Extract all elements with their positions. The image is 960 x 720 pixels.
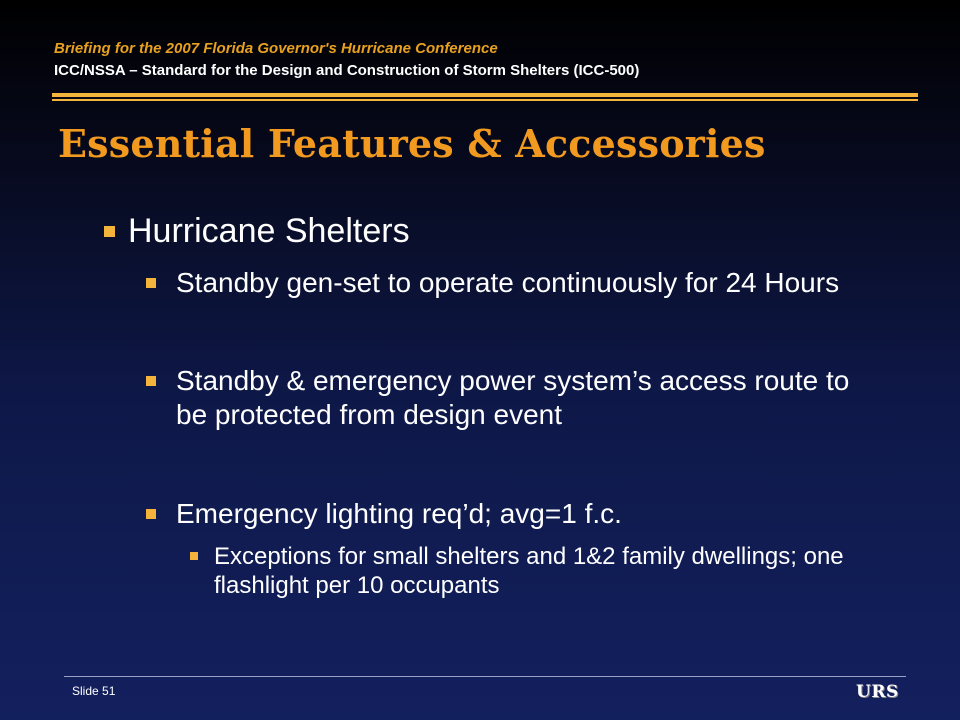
urs-logo: URS — [856, 682, 899, 702]
bullet-text: Emergency lighting req’d; avg=1 f.c. — [176, 498, 622, 529]
standard-subtitle: ICC/NSSA – Standard for the Design and Construction of Storm Shelters (ICC-500) — [54, 62, 640, 79]
bullet-emergency-lighting — [176, 497, 876, 531]
bullet-text: Standby & emergency power system’s access route to be protected from design event — [176, 365, 850, 430]
slide-title: Essential Features & Accessories — [58, 121, 766, 166]
square-bullet-icon — [146, 278, 156, 288]
briefing-subtitle: Briefing for the 2007 Florida Governor's Hurricane Conference — [54, 40, 498, 57]
bullet-gen-set — [176, 266, 876, 300]
square-bullet-icon — [190, 552, 198, 560]
square-bullet-icon — [104, 226, 115, 237]
square-bullet-icon — [146, 509, 156, 519]
square-bullet-icon — [146, 376, 156, 386]
bullet-text: Hurricane Shelters — [128, 212, 410, 250]
bullet-exceptions — [214, 542, 874, 600]
bullet-text: Standby gen-set to operate continuously for 24 Hours — [176, 267, 840, 298]
header-divider-thin — [52, 99, 918, 101]
bullet-access-route — [176, 364, 876, 432]
slide-number: Slide 51 — [72, 684, 116, 698]
footer-divider — [64, 676, 906, 677]
bullet-hurricane-shelters — [128, 212, 410, 251]
bullet-text: Exceptions for small shelters and 1&2 family dwellings; one flashlight per 10 occupants — [214, 543, 844, 599]
header-divider-thick — [52, 93, 918, 97]
